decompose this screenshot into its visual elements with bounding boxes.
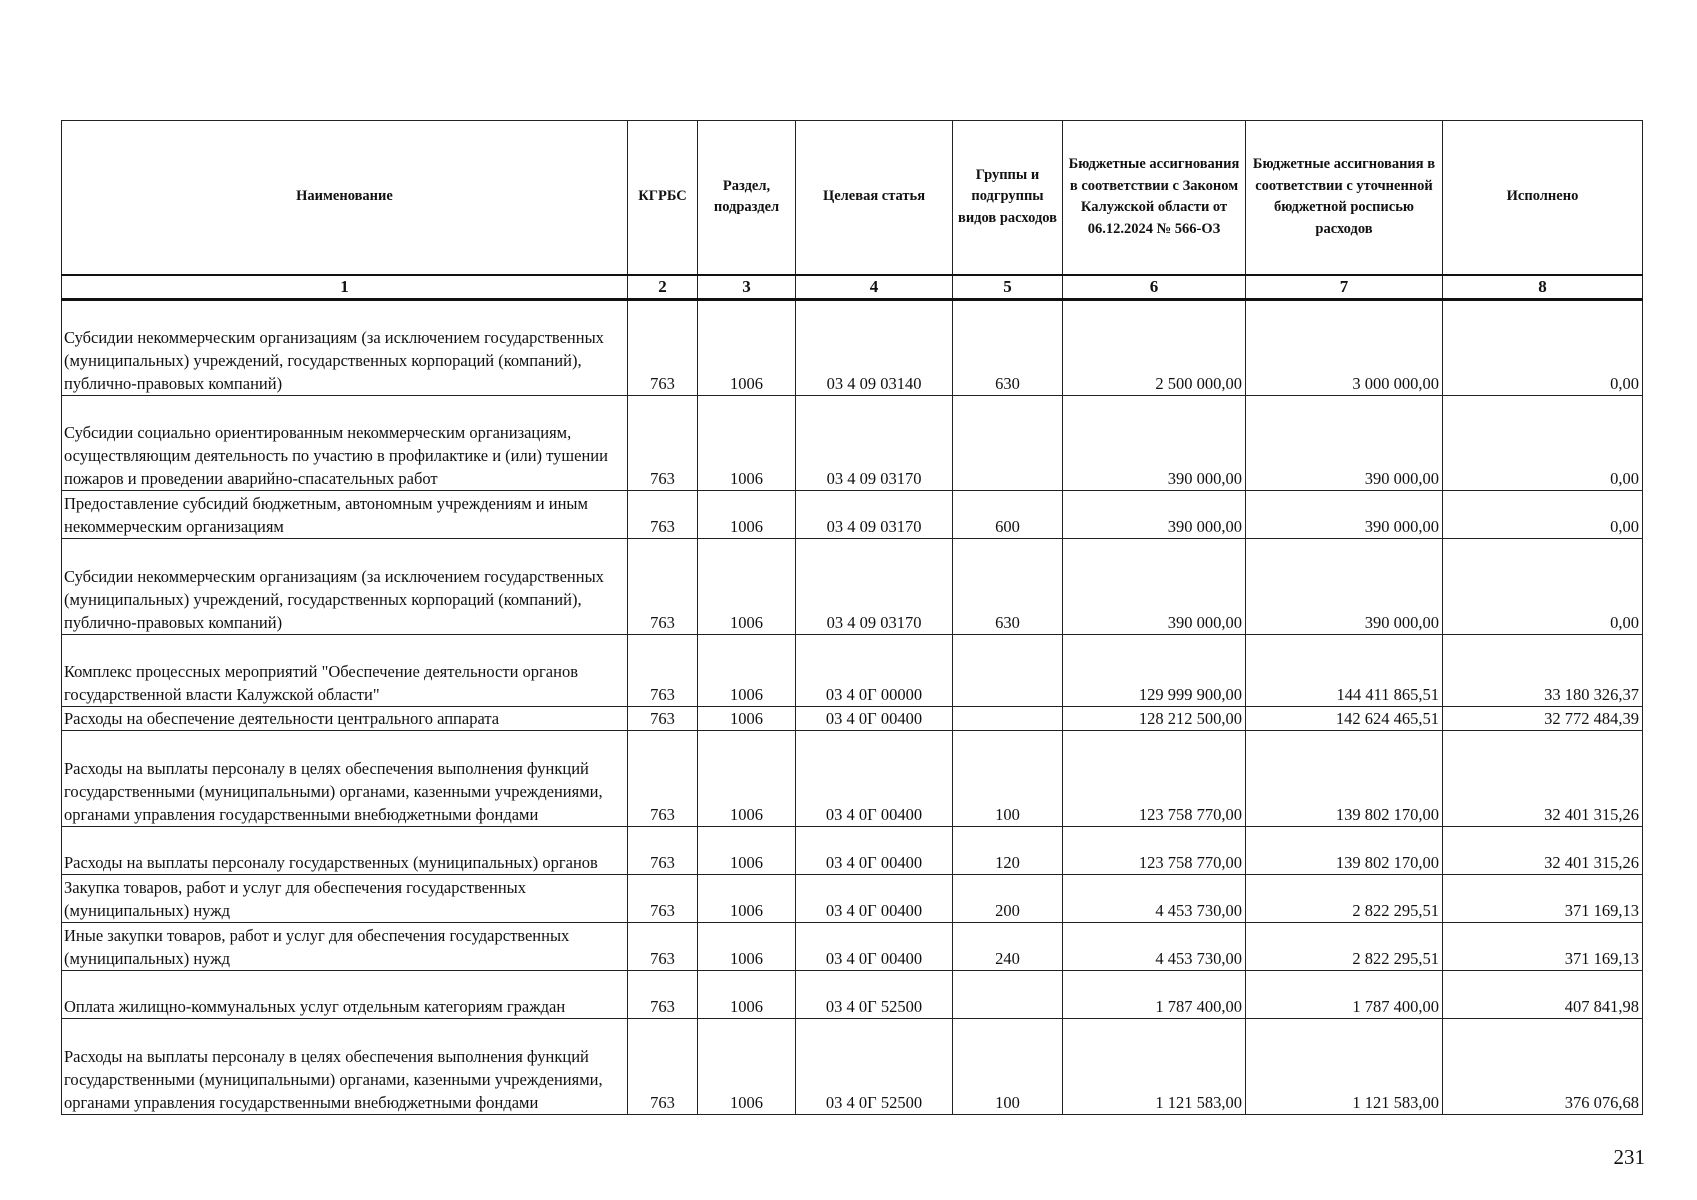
page-number: 231 xyxy=(1613,1145,1645,1169)
column-number: 2 xyxy=(628,275,698,300)
cell-refined: 3 000 000,00 xyxy=(1246,299,1443,395)
cell-executed: 0,00 xyxy=(1443,490,1643,538)
cell-kgrbs: 763 xyxy=(628,874,698,922)
cell-executed: 32 772 484,39 xyxy=(1443,706,1643,730)
cell-celevaya: 03 4 0Г 00400 xyxy=(796,730,953,826)
header-celevaya: Целевая статья xyxy=(796,121,953,275)
cell-refined: 2 822 295,51 xyxy=(1246,874,1443,922)
cell-executed: 0,00 xyxy=(1443,299,1643,395)
cell-kgrbs: 763 xyxy=(628,395,698,490)
cell-vid: 630 xyxy=(953,538,1063,634)
cell-name: Субсидии социально ориентированным некоммерческим организациям, осуществляющим деятельность по участию в профилактике и (или) тушении пожаров и проведении аварийно-спасательных работ xyxy=(62,395,628,490)
cell-refined: 1 787 400,00 xyxy=(1246,970,1443,1018)
cell-law: 123 758 770,00 xyxy=(1063,730,1246,826)
cell-kgrbs: 763 xyxy=(628,1018,698,1114)
cell-razdel: 1006 xyxy=(698,922,796,970)
header-row xyxy=(62,121,1643,275)
cell-executed: 0,00 xyxy=(1443,538,1643,634)
cell-celevaya: 03 4 0Г 52500 xyxy=(796,970,953,1018)
cell-razdel: 1006 xyxy=(698,1018,796,1114)
table-row xyxy=(62,706,1643,730)
cell-executed: 33 180 326,37 xyxy=(1443,634,1643,706)
cell-vid xyxy=(953,395,1063,490)
cell-razdel: 1006 xyxy=(698,490,796,538)
column-number: 6 xyxy=(1063,275,1246,300)
cell-razdel: 1006 xyxy=(698,874,796,922)
cell-executed: 0,00 xyxy=(1443,395,1643,490)
table-row xyxy=(62,1018,1643,1114)
column-number: 5 xyxy=(953,275,1063,300)
header-name: Наименование xyxy=(62,121,628,275)
header-vid: Группы и подгруппы видов расходов xyxy=(953,121,1063,275)
cell-name: Комплекс процессных мероприятий "Обеспечение деятельности органов государственной власти Калужской области" xyxy=(62,634,628,706)
cell-kgrbs: 763 xyxy=(628,730,698,826)
cell-law: 390 000,00 xyxy=(1063,538,1246,634)
cell-razdel: 1006 xyxy=(698,706,796,730)
cell-name: Субсидии некоммерческим организациям (за исключением государственных (муниципальных) учреждений, государственных корпораций (компаний), публично-правовых компаний) xyxy=(62,299,628,395)
cell-refined: 1 121 583,00 xyxy=(1246,1018,1443,1114)
cell-refined: 142 624 465,51 xyxy=(1246,706,1443,730)
cell-refined: 390 000,00 xyxy=(1246,538,1443,634)
table-row xyxy=(62,970,1643,1018)
cell-law: 123 758 770,00 xyxy=(1063,826,1246,874)
cell-name: Оплата жилищно-коммунальных услуг отдельным категориям граждан xyxy=(62,970,628,1018)
cell-name: Предоставление субсидий бюджетным, автономным учреждениям и иным некоммерческим организациям xyxy=(62,490,628,538)
column-number: 8 xyxy=(1443,275,1643,300)
table-row xyxy=(62,299,1643,395)
cell-celevaya: 03 4 0Г 00400 xyxy=(796,922,953,970)
cell-executed: 32 401 315,26 xyxy=(1443,826,1643,874)
cell-executed: 32 401 315,26 xyxy=(1443,730,1643,826)
cell-razdel: 1006 xyxy=(698,538,796,634)
column-number: 3 xyxy=(698,275,796,300)
cell-razdel: 1006 xyxy=(698,826,796,874)
cell-vid: 120 xyxy=(953,826,1063,874)
cell-kgrbs: 763 xyxy=(628,538,698,634)
cell-razdel: 1006 xyxy=(698,970,796,1018)
cell-celevaya: 03 4 0Г 00400 xyxy=(796,874,953,922)
cell-law: 129 999 900,00 xyxy=(1063,634,1246,706)
cell-law: 390 000,00 xyxy=(1063,490,1246,538)
cell-razdel: 1006 xyxy=(698,634,796,706)
column-number: 4 xyxy=(796,275,953,300)
cell-executed: 376 076,68 xyxy=(1443,1018,1643,1114)
cell-law: 4 453 730,00 xyxy=(1063,922,1246,970)
cell-celevaya: 03 4 0Г 52500 xyxy=(796,1018,953,1114)
cell-celevaya: 03 4 0Г 00400 xyxy=(796,706,953,730)
cell-vid: 240 xyxy=(953,922,1063,970)
cell-vid: 100 xyxy=(953,1018,1063,1114)
cell-kgrbs: 763 xyxy=(628,706,698,730)
cell-celevaya: 03 4 0Г 00400 xyxy=(796,826,953,874)
cell-law: 4 453 730,00 xyxy=(1063,874,1246,922)
header-razdel: Раздел, подраздел xyxy=(698,121,796,275)
header-executed: Исполнено xyxy=(1443,121,1643,275)
table-row xyxy=(62,538,1643,634)
header-refined: Бюджетные ассигнования в соответствии с уточненной бюджетной росписью расходов xyxy=(1246,121,1443,275)
cell-refined: 390 000,00 xyxy=(1246,490,1443,538)
header-kgrbs: КГРБС xyxy=(628,121,698,275)
cell-law: 128 212 500,00 xyxy=(1063,706,1246,730)
cell-kgrbs: 763 xyxy=(628,299,698,395)
cell-vid: 600 xyxy=(953,490,1063,538)
cell-law: 390 000,00 xyxy=(1063,395,1246,490)
cell-kgrbs: 763 xyxy=(628,826,698,874)
header-law: Бюджетные ассигнования в соответствии с Законом Калужской области от 06.12.2024 № 566-ОЗ xyxy=(1063,121,1246,275)
cell-vid xyxy=(953,970,1063,1018)
cell-law: 2 500 000,00 xyxy=(1063,299,1246,395)
cell-kgrbs: 763 xyxy=(628,922,698,970)
cell-executed: 371 169,13 xyxy=(1443,922,1643,970)
table-row xyxy=(62,874,1643,922)
cell-name: Расходы на обеспечение деятельности центрального аппарата xyxy=(62,706,628,730)
cell-refined: 144 411 865,51 xyxy=(1246,634,1443,706)
cell-name: Расходы на выплаты персоналу в целях обеспечения выполнения функций государственными (муниципальными) органами, казенными учреждениями, органами управления государственными внебюджетными фондами xyxy=(62,1018,628,1114)
cell-name: Расходы на выплаты персоналу в целях обеспечения выполнения функций государственными (муниципальными) органами, казенными учреждениями, органами управления государственными внебюджетными фондами xyxy=(62,730,628,826)
cell-vid xyxy=(953,706,1063,730)
cell-name: Иные закупки товаров, работ и услуг для обеспечения государственных (муниципальных) нужд xyxy=(62,922,628,970)
column-number: 1 xyxy=(62,275,628,300)
cell-law: 1 787 400,00 xyxy=(1063,970,1246,1018)
cell-razdel: 1006 xyxy=(698,730,796,826)
budget-table xyxy=(61,120,1643,1115)
cell-kgrbs: 763 xyxy=(628,634,698,706)
cell-executed: 371 169,13 xyxy=(1443,874,1643,922)
table-row xyxy=(62,922,1643,970)
cell-celevaya: 03 4 0Г 00000 xyxy=(796,634,953,706)
table-row xyxy=(62,826,1643,874)
cell-name: Субсидии некоммерческим организациям (за исключением государственных (муниципальных) учреждений, государственных корпораций (компаний), публично-правовых компаний) xyxy=(62,538,628,634)
table-row xyxy=(62,395,1643,490)
cell-name: Расходы на выплаты персоналу государственных (муниципальных) органов xyxy=(62,826,628,874)
cell-law: 1 121 583,00 xyxy=(1063,1018,1246,1114)
table-row xyxy=(62,730,1643,826)
table-row xyxy=(62,490,1643,538)
cell-refined: 139 802 170,00 xyxy=(1246,826,1443,874)
cell-kgrbs: 763 xyxy=(628,970,698,1018)
cell-refined: 139 802 170,00 xyxy=(1246,730,1443,826)
cell-refined: 390 000,00 xyxy=(1246,395,1443,490)
cell-executed: 407 841,98 xyxy=(1443,970,1643,1018)
cell-name: Закупка товаров, работ и услуг для обеспечения государственных (муниципальных) нужд xyxy=(62,874,628,922)
cell-vid xyxy=(953,634,1063,706)
cell-vid: 100 xyxy=(953,730,1063,826)
cell-razdel: 1006 xyxy=(698,395,796,490)
cell-celevaya: 03 4 09 03170 xyxy=(796,490,953,538)
cell-razdel: 1006 xyxy=(698,299,796,395)
cell-celevaya: 03 4 09 03140 xyxy=(796,299,953,395)
cell-celevaya: 03 4 09 03170 xyxy=(796,538,953,634)
column-number-row xyxy=(62,275,1643,300)
table-row xyxy=(62,634,1643,706)
cell-vid: 630 xyxy=(953,299,1063,395)
cell-celevaya: 03 4 09 03170 xyxy=(796,395,953,490)
cell-refined: 2 822 295,51 xyxy=(1246,922,1443,970)
cell-vid: 200 xyxy=(953,874,1063,922)
cell-kgrbs: 763 xyxy=(628,490,698,538)
column-number: 7 xyxy=(1246,275,1443,300)
